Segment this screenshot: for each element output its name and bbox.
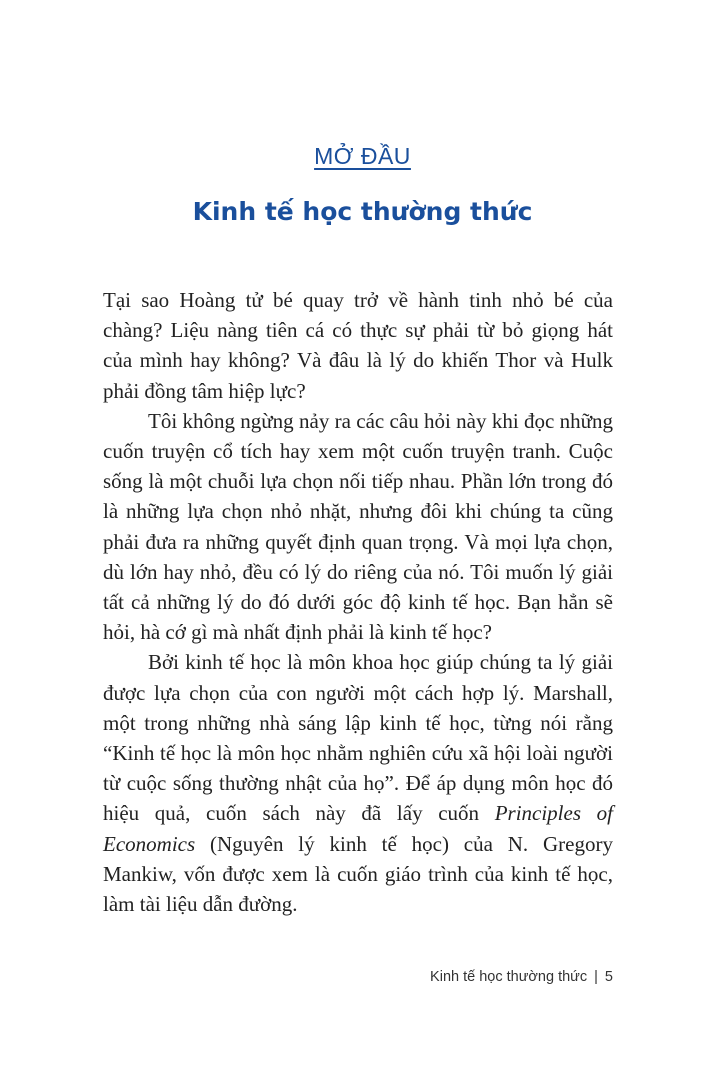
paragraph-2: Tôi không ngừng nảy ra các câu hỏi này khi đọc những cuốn truyện cổ tích hay xem một cuốn truyện tranh. Cuộc sống là một chuỗi lựa chọn nối tiếp nhau. Phần lớn trong đó là những lựa chọn nhỏ nhặt, nhưng đôi khi chúng ta cũng phải đưa ra những quyết định quan trọng. Và mọi lựa chọn, dù lớn hay nhỏ, đều có lý do riêng của nó. Tôi muốn lý giải tất cả những lý do đó dưới góc độ kinh tế học. Bạn hẳn sẽ hỏi, hà cớ gì mà nhất định phải là kinh tế học? <box>103 408 613 645</box>
body-text <box>103 285 613 919</box>
footer-separator: | <box>594 969 598 985</box>
running-title: Kinh tế học thường thức <box>430 969 588 985</box>
book-title-italic: Principles of Economics <box>103 801 613 856</box>
paragraph-3-part-2: (Nguyên lý kinh tế học) của N. Gregory Mankiw, vốn được xem là cuốn giáo trình của kinh tế học, làm tài liệu dẫn đường. <box>103 831 613 917</box>
paragraph-3-part-1: Bởi kinh tế học là môn khoa học giúp chúng ta lý giải được lựa chọn của con người một cách hợp lý. Marshall, một trong những nhà sáng lập kinh tế học, từng nói rằng “Kinh tế học là môn học nhằm nghiên cứu xã hội loài người từ cuộc sống thường nhật của họ”. Để áp dụng môn học đó hiệu quả, cuốn sách này đã lấy cuốn <box>103 650 613 826</box>
page-number: 5 <box>604 969 613 985</box>
chapter-title: Kinh tế học thường thức <box>192 197 533 226</box>
chapter-label <box>0 143 725 170</box>
paragraph-3 <box>103 647 613 919</box>
paragraph-1: Tại sao Hoàng tử bé quay trở về hành tinh nhỏ bé của chàng? Liệu nàng tiên cá có thực sự phải từ bỏ giọng hát của mình hay không? Và đâu là lý do khiến Thor và Hulk phải đồng tâm hiệp lực? <box>103 288 613 403</box>
chapter-label-text: MỞ ĐẦU <box>314 143 411 169</box>
page-footer <box>430 969 613 985</box>
